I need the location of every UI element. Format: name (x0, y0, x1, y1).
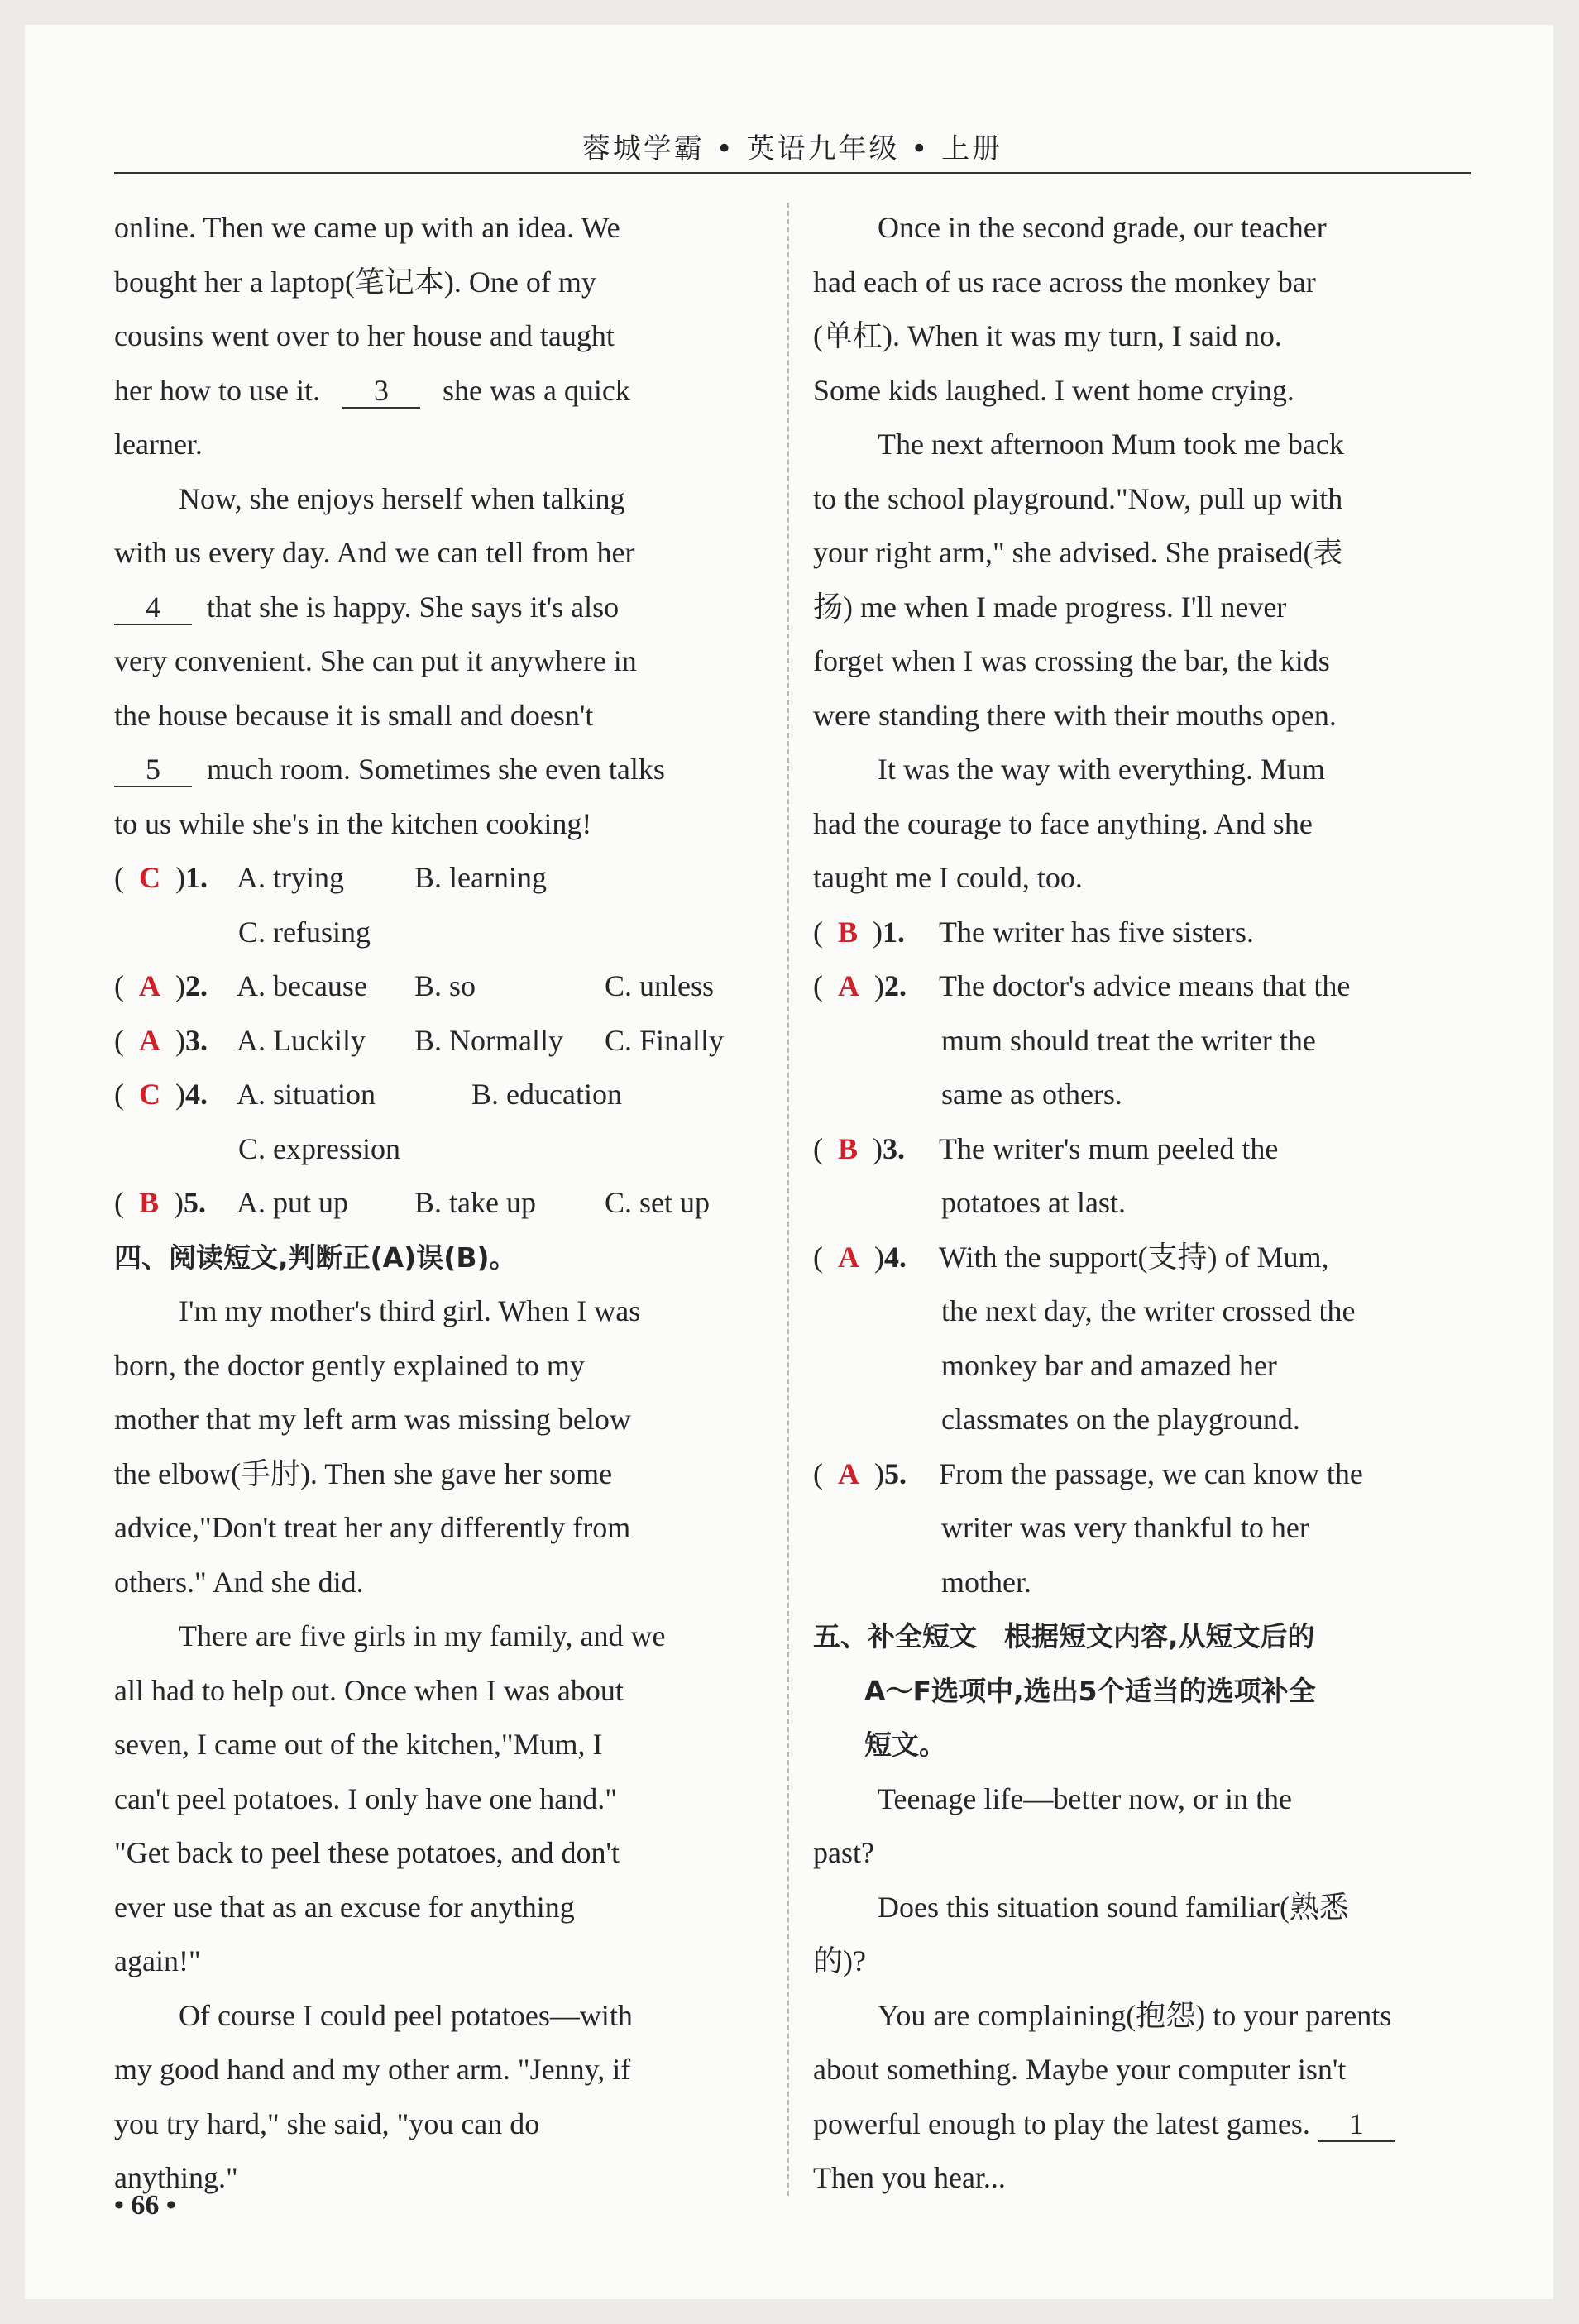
option-c[interactable]: C. Finally (605, 1023, 725, 1057)
section-title-line: 五、补全短文 根据短文内容,从短文后的 (813, 1620, 1315, 1652)
text-line: bought her a laptop(笔记本). One of my (114, 265, 596, 299)
mc-question-4 (114, 1068, 749, 1176)
text-line: "Get back to peel these potatoes, and don't (114, 1836, 620, 1869)
question-number: 4. (884, 1240, 907, 1274)
text-fragment: much room. Sometimes she even talks (207, 753, 665, 786)
text-line: learner. (114, 428, 203, 461)
column-divider (787, 203, 789, 2196)
text-line: mother that my left arm was missing below (114, 1403, 631, 1436)
answer-mark: A (838, 969, 859, 1002)
text-line: again!" (114, 1944, 201, 1977)
answer-mark: B (139, 1186, 160, 1219)
text-line: all had to help out. Once when I was about (114, 1673, 624, 1707)
tf-question-4 (813, 1231, 1471, 1447)
mc-question-3 (114, 1014, 749, 1069)
section-5-title (813, 1609, 1471, 1772)
statement-text: From the passage, we can know the (939, 1456, 1363, 1490)
answer-bracket: ( B )3. (813, 1131, 906, 1165)
option-a[interactable]: A. because (237, 969, 367, 1002)
text-fragment: powerful enough to play the latest games. (813, 2106, 1310, 2140)
answer-bracket: ( A )4. (813, 1240, 907, 1274)
text-line: your right arm," she advised. She praised(表 (813, 536, 1343, 569)
statement-text: same as others. (941, 1078, 1122, 1111)
statement-text: potatoes at last. (941, 1186, 1126, 1219)
text-line: 的)? (813, 1944, 866, 1977)
statement-text: With the support(支持) of Mum, (939, 1240, 1329, 1274)
statement-text: mum should treat the writer the (941, 1023, 1316, 1057)
text-line: I'm my mother's third girl. When I was (179, 1294, 641, 1327)
statement-text: writer was very thankful to her (941, 1511, 1309, 1544)
answer-mark: B (838, 915, 859, 949)
option-b[interactable]: B. Normally (414, 1023, 563, 1057)
page-header: 蓉城学霸 • 英语九年级 • 上册 (581, 132, 1003, 165)
text-line: with us every day. And we can tell from her (114, 536, 635, 569)
answer-mark: C (139, 1078, 160, 1111)
option-a[interactable]: A. Luckily (237, 1023, 366, 1057)
story-paragraph-2 (114, 1609, 749, 1989)
text-line: to the school playground."Now, pull up with (813, 481, 1343, 515)
text-line: to us while she's in the kitchen cooking! (114, 806, 592, 840)
text-line: Once in the second grade, our teacher (878, 211, 1327, 244)
option-b[interactable]: B. learning (414, 861, 547, 894)
header-divider (114, 172, 1471, 174)
option-b[interactable]: B. take up (414, 1186, 536, 1219)
option-c[interactable]: C. expression (238, 1131, 400, 1165)
text-line: taught me I could, too. (813, 861, 1083, 894)
text-line: others." And she did. (114, 1565, 364, 1599)
text-line (114, 743, 749, 797)
passage-title: past? (813, 1836, 874, 1869)
answer-bracket: ( C )1. (114, 861, 208, 894)
text-line: the house because it is small and doesn't (114, 698, 594, 732)
question-number: 2. (185, 969, 208, 1002)
question-number: 5. (184, 1186, 207, 1219)
story-paragraph-4 (813, 201, 1471, 418)
statement-text: The doctor's advice means that the (939, 969, 1351, 1002)
text-line: advice,"Don't treat her any differently from (114, 1511, 631, 1544)
question-number: 3. (185, 1023, 208, 1057)
text-line (813, 2097, 1471, 2152)
question-number: 1. (883, 915, 906, 949)
text-line: about something. Maybe your computer isn't (813, 2053, 1347, 2086)
option-a[interactable]: A. put up (237, 1186, 348, 1219)
story-paragraph-1 (114, 1284, 749, 1609)
passage-paragraph (114, 472, 749, 852)
tf-question-1 (813, 906, 1471, 960)
blank-5[interactable]: 5 (114, 753, 192, 787)
text-line: anything." (114, 2161, 238, 2194)
text-line: were standing there with their mouths open. (813, 698, 1337, 732)
answer-bracket: ( B )1. (813, 915, 906, 949)
mc-question-5 (114, 1176, 749, 1231)
option-c[interactable]: C. set up (605, 1186, 711, 1219)
blank-3[interactable]: 3 (342, 374, 420, 409)
text-fragment: that she is happy. She says it's also (207, 590, 620, 624)
left-column (114, 201, 749, 2206)
text-line: 扬) me when I made progress. I'll never (813, 590, 1287, 624)
answer-bracket: ( A )2. (114, 969, 208, 1002)
blank-4[interactable]: 4 (114, 591, 192, 625)
statement-text: classmates on the playground. (941, 1403, 1300, 1436)
section-4-title: 四、阅读短文,判断正(A)误(B)。 (114, 1241, 517, 1274)
text-line: ever use that as an excuse for anything (114, 1890, 575, 1924)
passage-5 (813, 1772, 1471, 2206)
answer-mark: B (838, 1131, 859, 1165)
answer-mark: A (139, 1023, 160, 1057)
statement-text: The writer's mum peeled the (939, 1131, 1279, 1165)
option-a[interactable]: A. trying (237, 861, 344, 894)
text-line: Now, she enjoys herself when talking (179, 481, 625, 515)
text-line: Of course I could peel potatoes—with (179, 1998, 633, 2032)
answer-mark: A (838, 1240, 859, 1274)
tf-question-3 (813, 1122, 1471, 1231)
mc-question-2 (114, 959, 749, 1014)
text-fragment: her how to use it. (114, 373, 320, 407)
story-paragraph-3 (114, 1989, 749, 2206)
blank-1[interactable]: 1 (1318, 2107, 1395, 2142)
answer-bracket: ( A )3. (114, 1023, 208, 1057)
statement-text: monkey bar and amazed her (941, 1348, 1277, 1382)
question-number: 5. (884, 1456, 907, 1490)
statement-text: The writer has five sisters. (939, 915, 1254, 949)
text-line: had each of us race across the monkey bar (813, 265, 1316, 299)
statement-text: mother. (941, 1565, 1031, 1599)
question-number: 1. (185, 861, 208, 894)
text-fragment: she was a quick (442, 373, 630, 407)
text-line: the elbow(手肘). Then she gave her some (114, 1456, 613, 1490)
option-b[interactable]: B. education (471, 1078, 622, 1111)
passage-title: Teenage life—better now, or in the (878, 1781, 1292, 1815)
text-line (114, 581, 749, 635)
text-line (114, 364, 749, 418)
text-line: The next afternoon Mum took me back (878, 428, 1344, 461)
text-line: had the courage to face anything. And she (813, 806, 1313, 840)
text-line: Does this situation sound familiar(熟悉 (878, 1890, 1349, 1924)
text-line: Then you hear... (813, 2161, 1006, 2194)
text-line: forget when I was crossing the bar, the kids (813, 644, 1330, 677)
text-line: cousins went over to her house and taught (114, 319, 615, 352)
answer-mark: A (139, 969, 160, 1002)
text-line: seven, I came out of the kitchen,"Mum, I (114, 1728, 603, 1761)
passage-continuation (114, 201, 749, 472)
statement-text: the next day, the writer crossed the (941, 1294, 1356, 1327)
text-line: (单杠). When it was my turn, I said no. (813, 319, 1282, 352)
answer-mark: C (139, 861, 160, 894)
section-title-line: 短文。 (864, 1729, 946, 1761)
workbook-page (25, 25, 1553, 2299)
page-number: • 66 • (114, 2190, 176, 2221)
question-number: 3. (883, 1131, 906, 1165)
mc-question-1 (114, 851, 749, 959)
text-line: You are complaining(抱怨) to your parents (878, 1998, 1392, 2032)
story-paragraph-6 (813, 743, 1471, 906)
answer-bracket: ( C )4. (114, 1078, 208, 1111)
tf-question-2 (813, 959, 1471, 1122)
answer-mark: A (838, 1456, 859, 1490)
answer-bracket: ( A )5. (813, 1456, 907, 1490)
story-paragraph-5 (813, 418, 1471, 743)
tf-question-5 (813, 1447, 1471, 1610)
section-title-line: A～F选项中,选出5个适当的选项补全 (864, 1674, 1316, 1707)
text-line: online. Then we came up with an idea. We (114, 211, 620, 244)
text-line: It was the way with everything. Mum (878, 753, 1325, 786)
text-line: born, the doctor gently explained to my (114, 1348, 585, 1382)
option-c[interactable]: C. refusing (238, 915, 371, 949)
text-line: you try hard," she said, "you can do (114, 2106, 540, 2140)
question-number: 2. (884, 969, 907, 1002)
question-number: 4. (185, 1078, 208, 1111)
text-line: my good hand and my other arm. "Jenny, if (114, 2053, 631, 2086)
right-column (813, 201, 1471, 2206)
text-line: can't peel potatoes. I only have one hand." (114, 1781, 617, 1815)
text-line: very convenient. She can put it anywhere in (114, 644, 637, 677)
text-line: Some kids laughed. I went home crying. (813, 373, 1294, 407)
option-c[interactable]: C. unless (605, 969, 715, 1002)
option-a[interactable]: A. situation (237, 1078, 376, 1111)
answer-bracket: ( B )5. (114, 1186, 207, 1219)
option-b[interactable]: B. so (414, 969, 476, 1002)
answer-bracket: ( A )2. (813, 969, 907, 1002)
text-line: There are five girls in my family, and we (179, 1619, 666, 1652)
